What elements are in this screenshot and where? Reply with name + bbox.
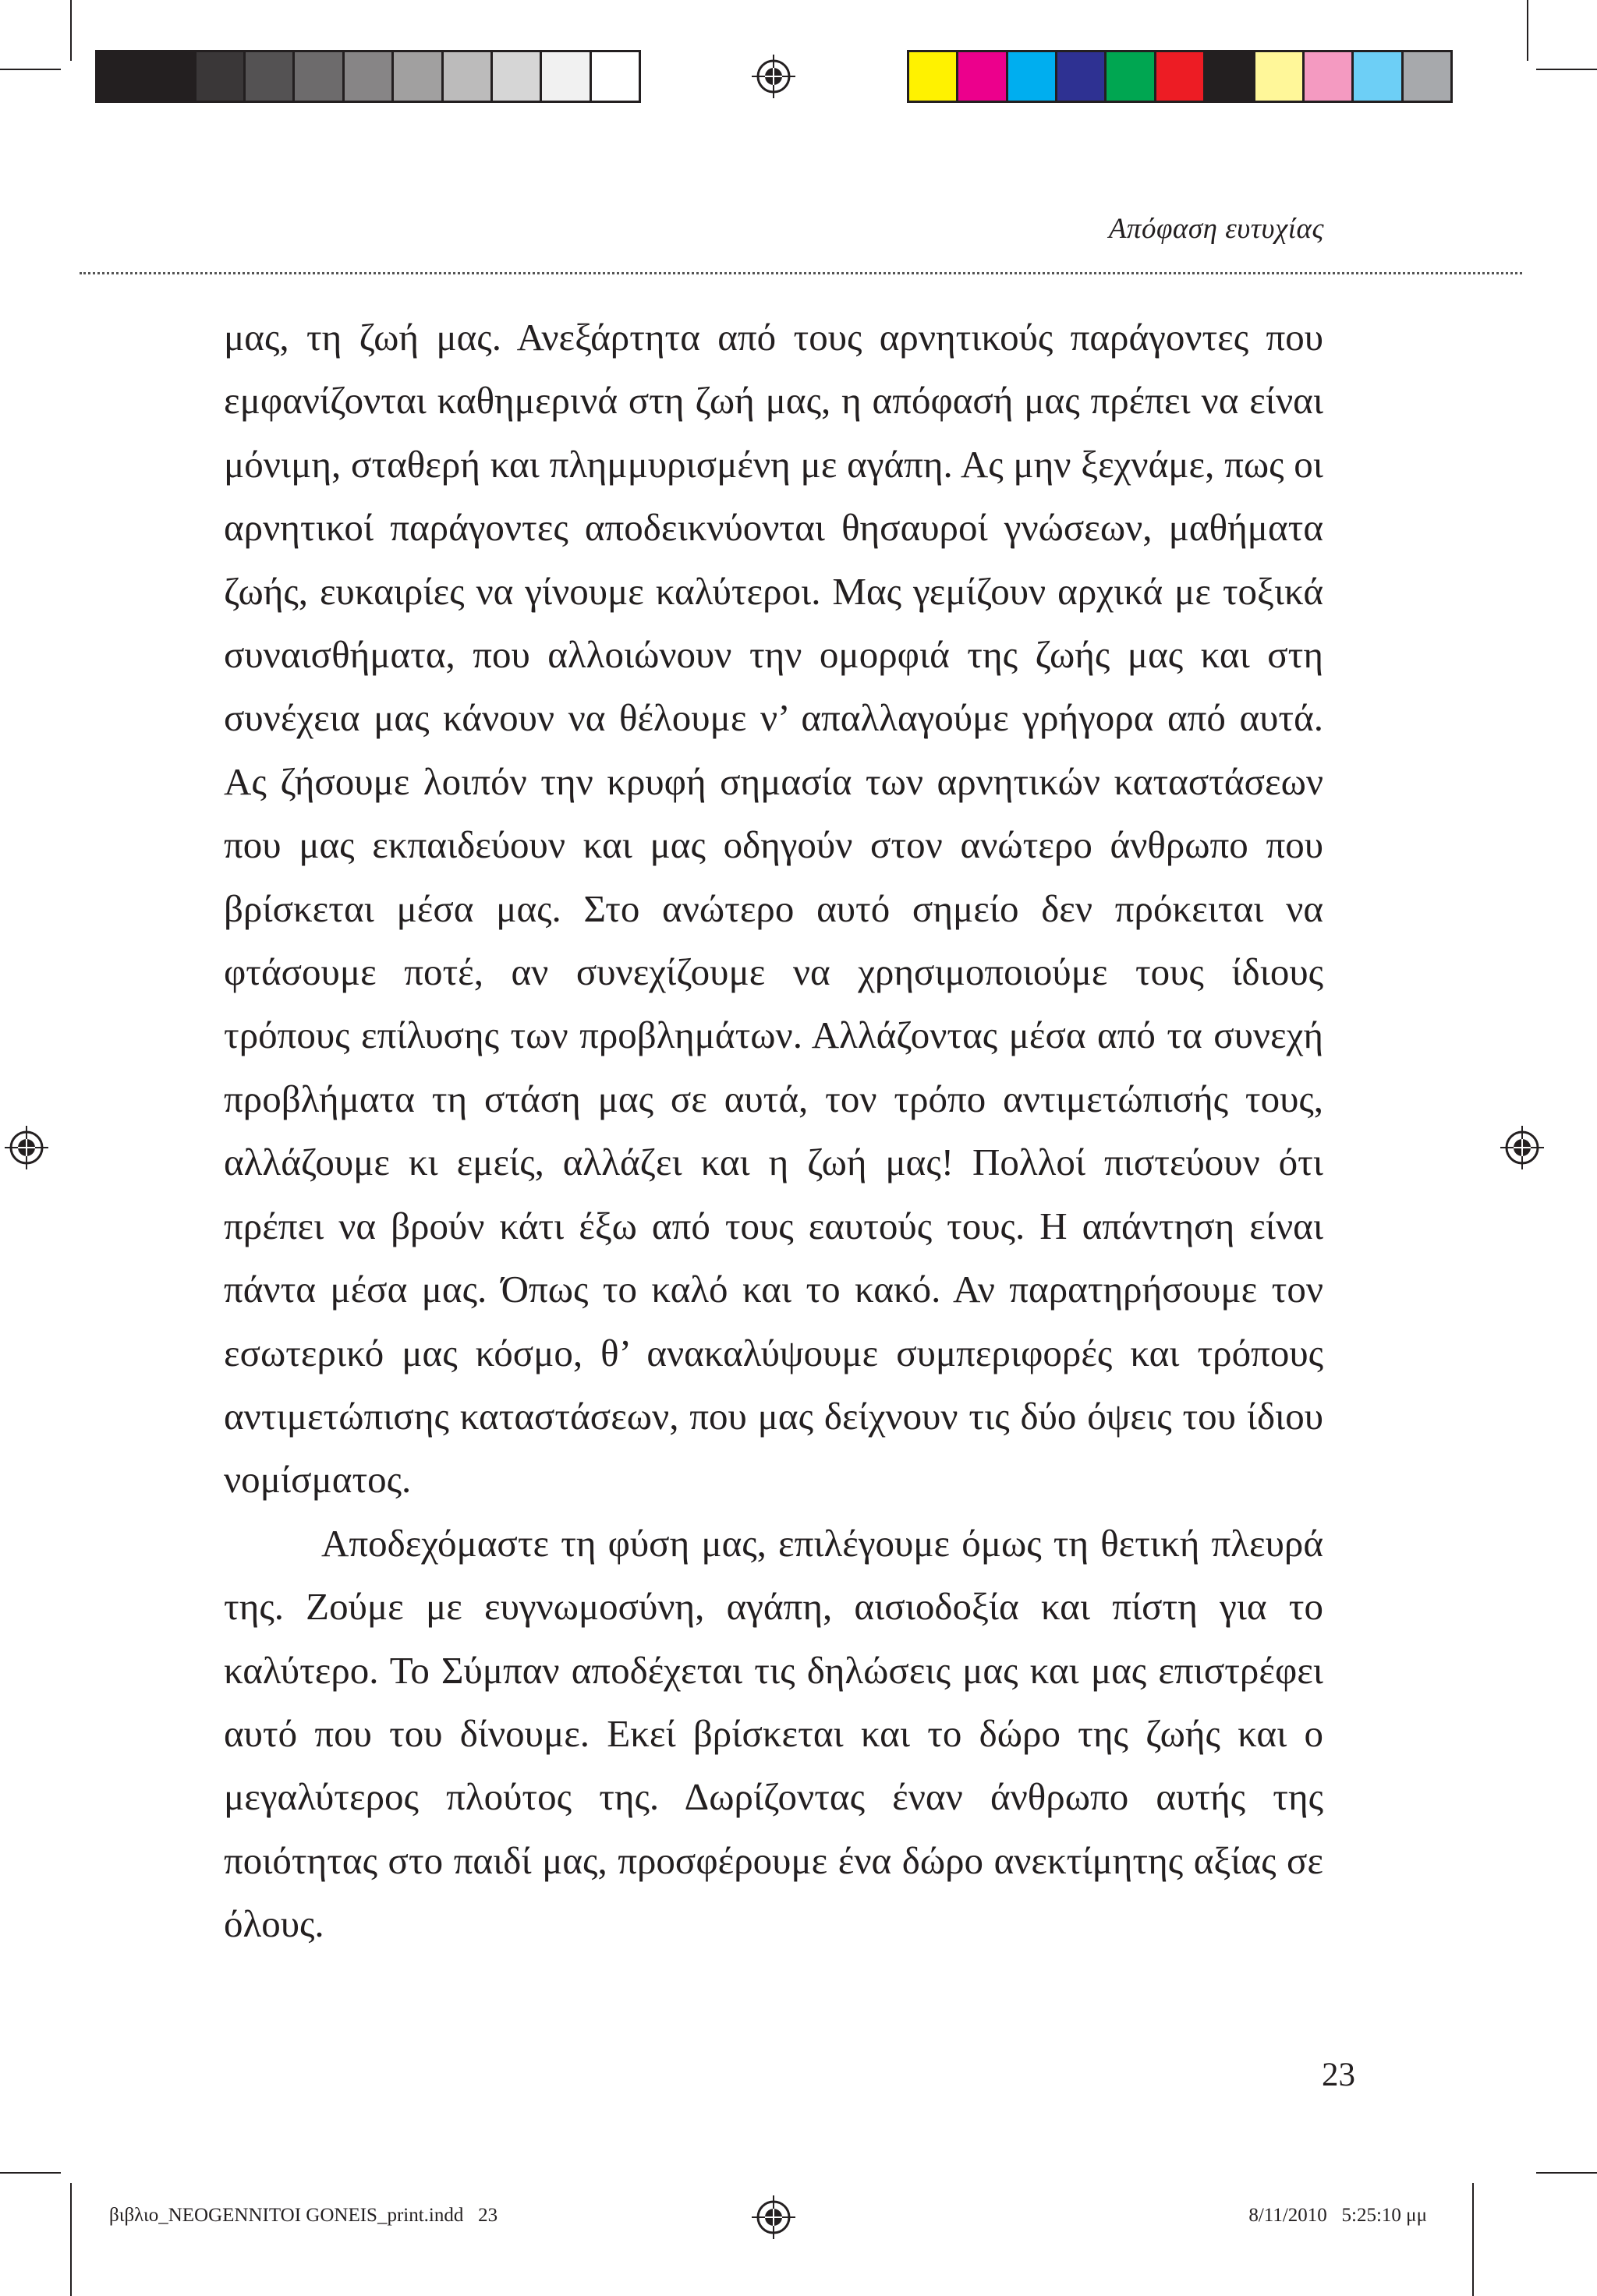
- registration-mark-icon: [1500, 1126, 1544, 1169]
- color-swatch: [909, 52, 958, 101]
- body-text: [224, 306, 1323, 1956]
- paragraph: Αποδεχόμαστε τη φύση μας, επιλέγουμε όμως τη θετική πλευρά της. Ζούμε με ευγνωμοσύνη, αγάπη, αισιοδοξία και πίστη για το καλύτερο. Το Σύμπαν αποδέχεται τις δηλώσεις μας και μας επιστρέφει αυτό που του δίνουμε. Εκεί βρίσκεται και το δώρο της ζωής και ο μεγαλύτερος πλούτος της. Δωρίζοντας έναν άνθρωπο αυτής της ποιότητας στο παιδί μας, προσφέρουμε ένα δώρο ανεκτίμητης αξίας σε όλους.: [224, 1521, 1323, 1946]
- grayscale-color-bar: [95, 50, 641, 103]
- crop-mark: [1536, 2172, 1597, 2174]
- gray-swatch: [147, 52, 196, 101]
- crop-mark: [1472, 2183, 1474, 2296]
- color-swatch: [1404, 52, 1450, 101]
- crop-mark: [0, 2172, 61, 2174]
- crop-mark: [70, 2183, 72, 2296]
- crop-mark: [70, 0, 72, 61]
- paragraph: μας, τη ζωή μας. Ανεξάρτητα από τους αρνητικούς παράγοντες που εμφανίζονται καθημερινά στη ζωή μας, η απόφασή μας πρέπει να είναι μόνιμη, σταθερή και πλημμυρισμένη με αγάπη. Ας μην ξεχνάμε, πως οι αρνητικοί παράγοντες αποδεικνύονται θησαυροί γνώσεων, μαθήματα ζωής, ευκαιρίες να γίνουμε καλύτεροι. Μας γεμίζουν αρχικά με τοξικά συναισθήματα, που αλλοιώνουν την ομορφιά της ζωής μας και στη συνέχεια μας κάνουν να θέλουμε ν’ απαλλαγούμε γρήγορα από αυτά. Ας ζήσουμε λοιπόν την κρυφή σημασία των αρνητικών καταστάσεων που μας εκπαιδεύουν και μας οδηγούν στον ανώτερο άνθρωπο που βρίσκεται μέσα μας. Στο ανώτερο αυτό σημείο δεν πρόκειται να φτάσουμε ποτέ, αν συνεχίζουμε να χρησιμοποιούμε τους ίδιους τρόπους επίλυσης των προβλημάτων. Αλλάζοντας μέσα από τα συνεχή προβλήματα τη στάση μας σε αυτά, τον τρόπο αντιμετώπισής τους, αλλάζουμε κι εμείς, αλλάζει και η ζωή μας! Πολλοί πιστεύουν ότι πρέπει να βρούν κάτι έξω από τους εαυτούς τους. Η απάντηση είναι πάντα μέσα μας. Όπως το καλό και το κακό. Αν παρατηρήσουμε τον εσωτερικό μας κόσμο, θ’ ανακαλύψουμε συμπεριφορές και τρόπους αντιμετώπισης καταστάσεων, που μας δείχνουν τις δύο όψεις του ίδιου νομίσματος.: [224, 316, 1323, 1502]
- registration-mark-icon: [752, 55, 795, 98]
- color-swatch: [1008, 52, 1057, 101]
- color-swatch: [1206, 52, 1255, 101]
- gray-swatch: [493, 52, 542, 101]
- slug-file-name: βιβλιο_NEOGENNITOI GONEIS_print.indd 23: [109, 2205, 498, 2226]
- gray-swatch: [345, 52, 394, 101]
- color-swatch: [1305, 52, 1354, 101]
- registration-mark-icon: [752, 2195, 795, 2239]
- color-swatch: [1255, 52, 1305, 101]
- crop-mark: [1536, 69, 1597, 70]
- gray-swatch: [394, 52, 443, 101]
- page-number: 23: [1322, 2057, 1355, 2093]
- gray-swatch: [97, 52, 147, 101]
- gray-swatch: [542, 52, 591, 101]
- color-swatch: [958, 52, 1007, 101]
- running-head: Απόφαση ευτυχίας: [1108, 213, 1324, 245]
- header-rule: [80, 272, 1522, 274]
- gray-swatch: [197, 52, 246, 101]
- crop-mark: [0, 69, 61, 70]
- process-color-bar: [907, 50, 1453, 103]
- gray-swatch: [592, 52, 639, 101]
- color-swatch: [1354, 52, 1403, 101]
- gray-swatch: [246, 52, 295, 101]
- registration-mark-icon: [5, 1126, 48, 1169]
- crop-mark: [1527, 0, 1528, 61]
- gray-swatch: [444, 52, 493, 101]
- color-swatch: [1107, 52, 1156, 101]
- slug-timestamp: 8/11/2010 5:25:10 μμ: [1248, 2205, 1427, 2226]
- color-swatch: [1057, 52, 1107, 101]
- gray-swatch: [295, 52, 344, 101]
- color-swatch: [1156, 52, 1206, 101]
